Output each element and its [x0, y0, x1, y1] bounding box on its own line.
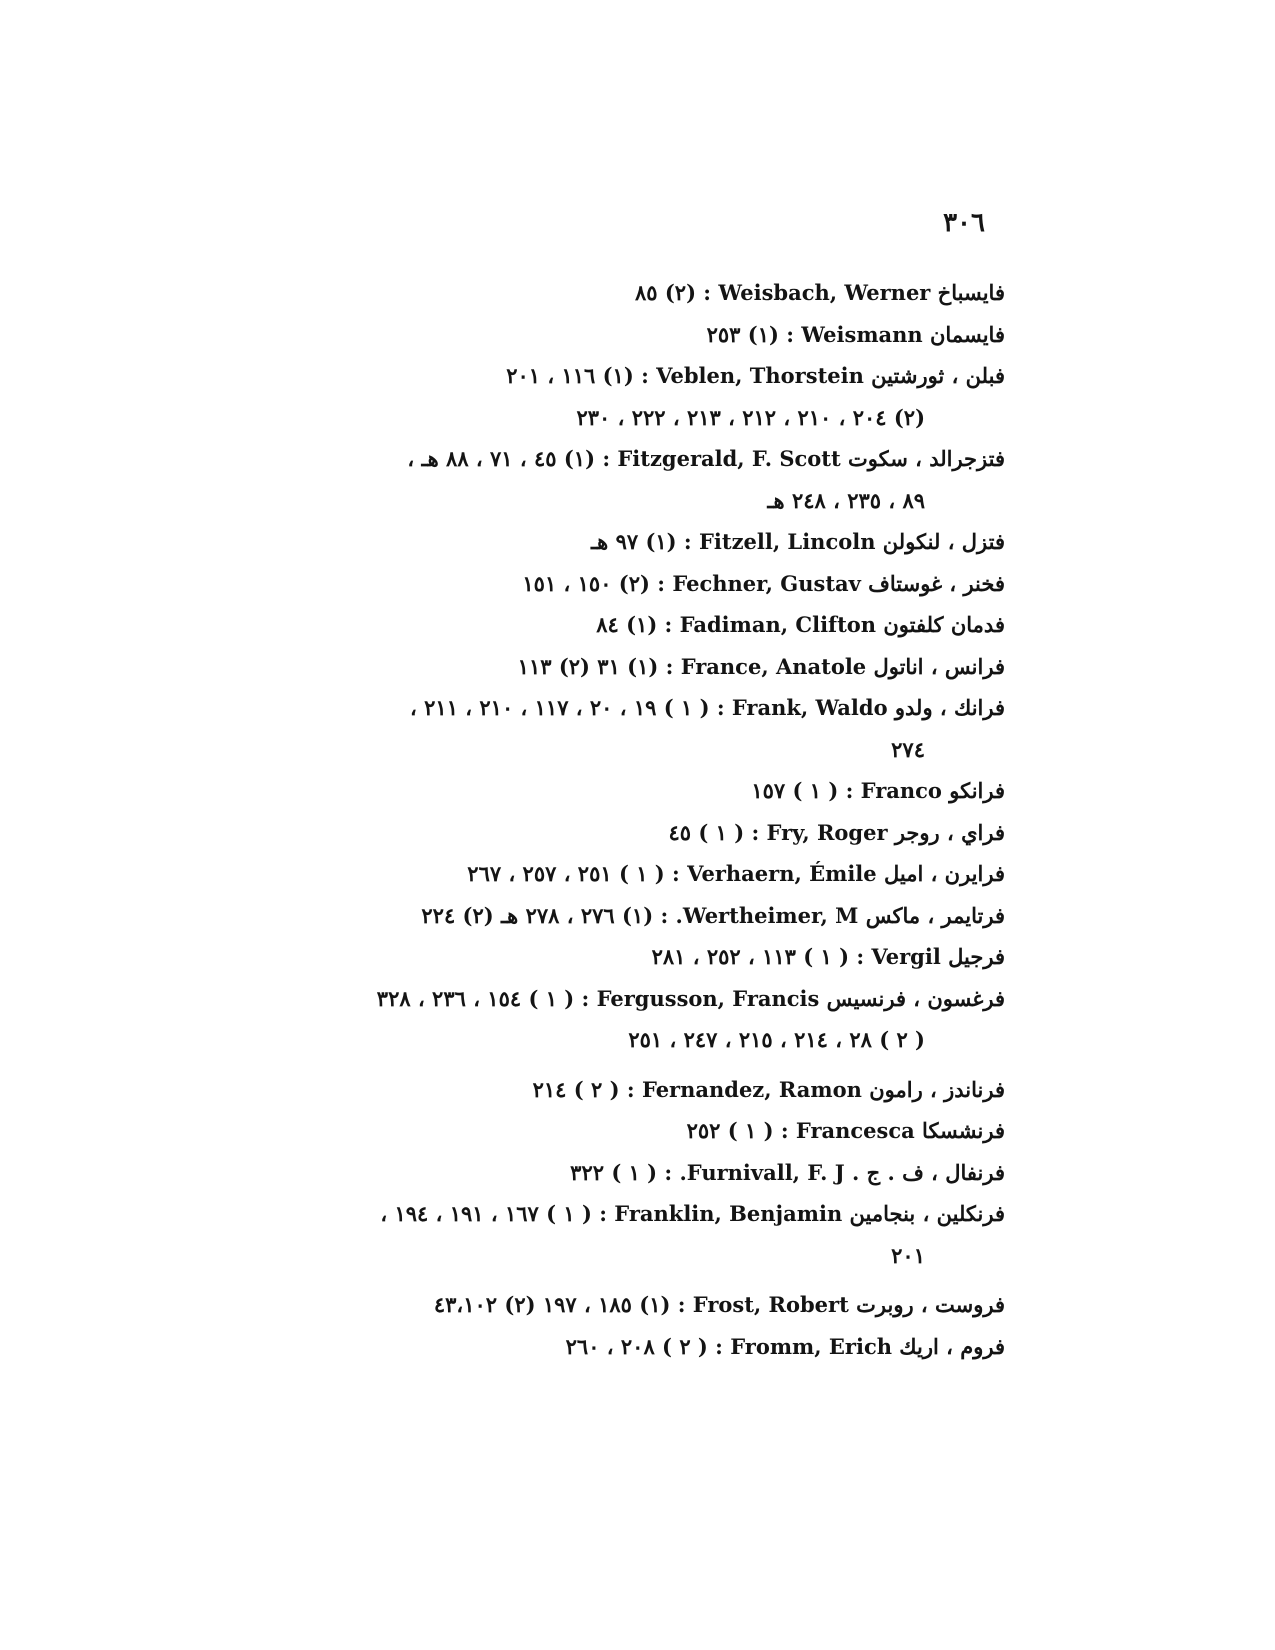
- index-entry-franco: فرانكو Franco : ( ١ ) ١٥٧: [751, 778, 1005, 803]
- index-entry-veblen: فبلن ، ثورشتين Veblen, Thorstein : (١) ١١٦ ، ٢٠١: [506, 363, 1005, 388]
- index-entry-france: فرانس ، اناتول France, Anatole : (١) ٣١ (٢) ١١٣: [517, 653, 1005, 679]
- index-entry-fry: فراي ، روجر Fry, Roger : ( ١ ) ٤٥: [668, 819, 1005, 845]
- index-entry-veblen-continued: (٢) ٢٠٤ ، ٢١٠ ، ٢١٢ ، ٢١٣ ، ٢٢٢ ، ٢٣٠: [576, 404, 925, 430]
- index-entry-fechner: فخنر ، غوستاف Fechner, Gustav : (٢) ١٥٠ ، ١٥١: [522, 570, 1005, 596]
- page-number: ٣٠٦: [943, 208, 985, 238]
- index-entry-fergusson: فرغسون ، فرنسيس Fergusson, Francis : ( ١ ) ١٥٤ ، ٢٣٦ ، ٣٢٨: [376, 985, 1005, 1011]
- index-entry-fromm: فروم ، اريك Fromm, Erich : ( ٢ ) ٢٠٨ ، ٢٦٠: [565, 1333, 1005, 1359]
- index-entry-fitzgerald-continued: ٨٩ ، ٢٣٥ ، ٢٤٨ هـ: [767, 487, 925, 513]
- index-list: [265, 272, 1005, 1367]
- index-entry-wertheimer: فرتايمر ، ماكس Wertheimer, M. : (١) ٢٧٦ ، ٢٧٨ هـ (٢) ٢٢٤: [421, 902, 1005, 928]
- index-entry-weismann: فايسمان Weismann : (١) ٢٥٣: [706, 321, 1005, 347]
- index-entry-franklin: فرنكلين ، بنجامين Franklin, Benjamin : ( ١ ) ١٦٧ ، ١٩١ ، ١٩٤ ،: [380, 1201, 1005, 1226]
- index-entry-furnivall: فرنفال ، ف . ج . Furnivall, F. J. : ( ١ ) ٣٢٢: [570, 1159, 1005, 1185]
- index-entry-frost: فروست ، روبرت Frost, Robert : (١) ١٨٥ ، ١٩٧ (٢) ٤٣،١٠٢: [433, 1292, 1005, 1317]
- index-entry-fitzgerald: فتزجرالد ، سكوت Fitzgerald, F. Scott : (١) ٤٥ ، ٧١ ، ٨٨ هـ ،: [407, 446, 1005, 471]
- index-entry-francesca: فرنشسكا Francesca : ( ١ ) ٢٥٢: [686, 1118, 1005, 1143]
- index-entry-fadiman: فدمان كلفتون Fadiman, Clifton : (١) ٨٤: [596, 612, 1005, 637]
- index-entry-weisbach: فايسباخ Weisbach, Werner : (٢) ٨٥: [634, 280, 1005, 305]
- index-entry-frank-continued: ٢٧٤: [891, 736, 925, 762]
- index-entry-fitzell: فتزل ، لنكولن Fitzell, Lincoln : (١) ٩٧ هـ: [591, 529, 1005, 554]
- index-entry-vergil: فرجيل Vergil : ( ١ ) ١١٣ ، ٢٥٢ ، ٢٨١: [651, 944, 1005, 969]
- index-entry-frank: فرانك ، ولدو Frank, Waldo : ( ١ ) ١٩ ، ٢٠ ، ١١٧ ، ٢١٠ ، ٢١١ ،: [410, 695, 1005, 720]
- index-entry-fernandez: فرناندز ، رامون Fernandez, Ramon : ( ٢ ) ٢١٤: [532, 1076, 1005, 1102]
- index-entry-franklin-continued: ٢٠١: [891, 1242, 925, 1268]
- index-entry-fergusson-continued: ( ٢ ) ٢٨ ، ٢١٤ ، ٢١٥ ، ٢٤٧ ، ٢٥١: [628, 1027, 925, 1052]
- index-entry-verhaern: فرايرن ، اميل Verhaern, Émile : ( ١ ) ٢٥١ ، ٢٥٧ ، ٢٦٧: [467, 861, 1005, 886]
